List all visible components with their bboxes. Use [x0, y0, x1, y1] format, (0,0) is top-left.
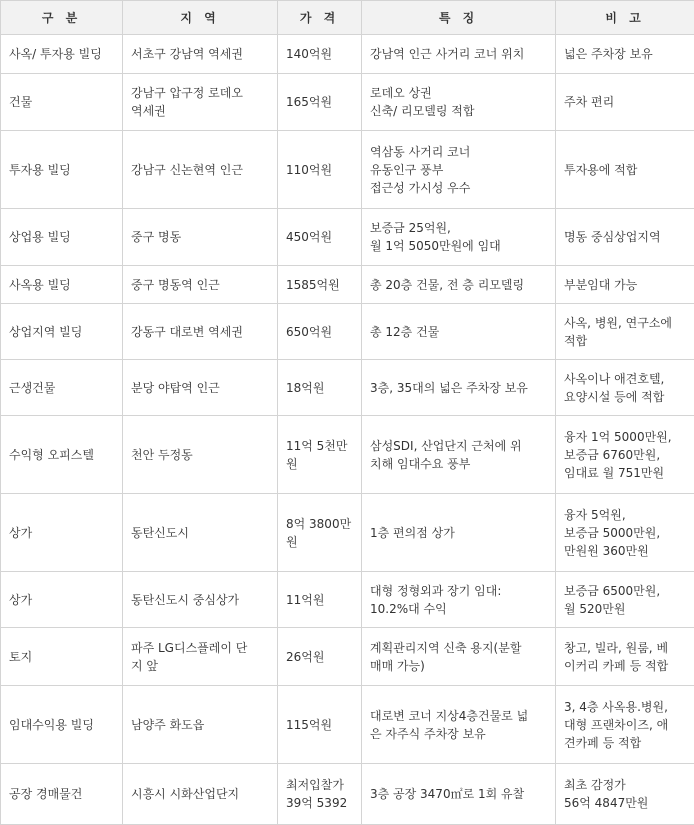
cell-feature: 대형 정형외과 장기 임대: 10.2%대 수익: [362, 572, 556, 628]
cell-feature: 3층 공장 3470㎡로 1회 유찰: [362, 764, 556, 825]
cell-price: 최저입찰가 39억 5392: [278, 764, 362, 825]
cell-note: 보증금 6500만원, 월 520만원: [556, 572, 694, 628]
cell-region: 천안 두정동: [123, 416, 278, 494]
header-type: 구 분: [1, 1, 123, 35]
cell-note: 사옥, 병원, 연구소에 적합: [556, 304, 694, 360]
cell-type: 상가: [1, 494, 123, 572]
cell-feature: 강남역 인근 사거리 코너 위치: [362, 35, 556, 74]
cell-price: 8억 3800만 원: [278, 494, 362, 572]
cell-feature: 로데오 상권 신축/ 리모델링 적합: [362, 74, 556, 131]
cell-region: 시흥시 시화산업단지: [123, 764, 278, 825]
table-row: [1, 35, 694, 74]
cell-type: 사옥/ 투자용 빌딩: [1, 35, 123, 74]
cell-note: 융자 5억원, 보증금 5000만원, 만원원 360만원: [556, 494, 694, 572]
cell-note: 융자 1억 5000만원, 보증금 6760만원, 임대료 월 751만원: [556, 416, 694, 494]
cell-type: 공장 경매물건: [1, 764, 123, 825]
cell-feature: 삼성SDI, 산업단지 근처에 위 치해 임대수요 풍부: [362, 416, 556, 494]
table-row: [1, 494, 694, 572]
table-row: [1, 416, 694, 494]
cell-price: 115억원: [278, 686, 362, 764]
table-row: [1, 628, 694, 686]
cell-note: 사옥이나 애견호텔, 요양시설 등에 적합: [556, 360, 694, 416]
cell-type: 임대수익용 빌딩: [1, 686, 123, 764]
cell-price: 450억원: [278, 209, 362, 266]
cell-feature: 1층 편의점 상가: [362, 494, 556, 572]
cell-type: 투자용 빌딩: [1, 131, 123, 209]
header-region: 지 역: [123, 1, 278, 35]
cell-note: 창고, 빌라, 원룸, 베 이커리 카페 등 적합: [556, 628, 694, 686]
cell-feature: 대로변 코너 지상4층건물로 넓 은 자주식 주차장 보유: [362, 686, 556, 764]
table-row: [1, 209, 694, 266]
table-row: [1, 266, 694, 304]
cell-price: 140억원: [278, 35, 362, 74]
header-price: 가 격: [278, 1, 362, 35]
cell-price: 110억원: [278, 131, 362, 209]
cell-note: 넓은 주차장 보유: [556, 35, 694, 74]
cell-region: 강남구 신논현역 인근: [123, 131, 278, 209]
cell-price: 1585억원: [278, 266, 362, 304]
cell-feature: 총 20층 건물, 전 층 리모델링: [362, 266, 556, 304]
cell-region: 강동구 대로변 역세권: [123, 304, 278, 360]
table-row: [1, 572, 694, 628]
cell-type: 사옥용 빌딩: [1, 266, 123, 304]
header-note: 비 고: [556, 1, 694, 35]
table-row: [1, 360, 694, 416]
cell-region: 동탄신도시: [123, 494, 278, 572]
cell-region: 동탄신도시 중심상가: [123, 572, 278, 628]
table-row: [1, 686, 694, 764]
cell-type: 수익형 오피스텔: [1, 416, 123, 494]
cell-note: 부분임대 가능: [556, 266, 694, 304]
cell-price: 18억원: [278, 360, 362, 416]
cell-region: 남양주 화도읍: [123, 686, 278, 764]
header-row: [1, 1, 694, 35]
cell-region: 중구 명동: [123, 209, 278, 266]
cell-feature: 계획관리지역 신축 용지(분할 매매 가능): [362, 628, 556, 686]
cell-region: 서초구 강남역 역세권: [123, 35, 278, 74]
cell-type: 상업지역 빌딩: [1, 304, 123, 360]
header-feature: 특 징: [362, 1, 556, 35]
cell-feature: 총 12층 건물: [362, 304, 556, 360]
cell-type: 건물: [1, 74, 123, 131]
cell-region: 중구 명동역 인근: [123, 266, 278, 304]
cell-type: 상업용 빌딩: [1, 209, 123, 266]
cell-type: 근생건물: [1, 360, 123, 416]
cell-type: 상가: [1, 572, 123, 628]
cell-type: 토지: [1, 628, 123, 686]
cell-note: 명동 중심상업지역: [556, 209, 694, 266]
cell-region: 분당 야탑역 인근: [123, 360, 278, 416]
cell-price: 11억원: [278, 572, 362, 628]
cell-price: 650억원: [278, 304, 362, 360]
cell-region: 파주 LG디스플레이 단 지 앞: [123, 628, 278, 686]
cell-price: 11억 5천만 원: [278, 416, 362, 494]
cell-note: 3, 4층 사옥용.병원, 대형 프랜차이즈, 애 견카페 등 적합: [556, 686, 694, 764]
cell-feature: 3층, 35대의 넓은 주차장 보유: [362, 360, 556, 416]
cell-note: 주차 편리: [556, 74, 694, 131]
cell-note: 최초 감정가 56억 4847만원: [556, 764, 694, 825]
table-row: [1, 764, 694, 825]
cell-price: 165억원: [278, 74, 362, 131]
table-row: [1, 131, 694, 209]
cell-feature: 역삼동 사거리 코너 유동인구 풍부 접근성 가시성 우수: [362, 131, 556, 209]
table-row: [1, 304, 694, 360]
cell-price: 26억원: [278, 628, 362, 686]
cell-region: 강남구 압구정 로데오 역세권: [123, 74, 278, 131]
cell-note: 투자용에 적합: [556, 131, 694, 209]
table-row: [1, 74, 694, 131]
cell-feature: 보증금 25억원, 월 1억 5050만원에 임대: [362, 209, 556, 266]
